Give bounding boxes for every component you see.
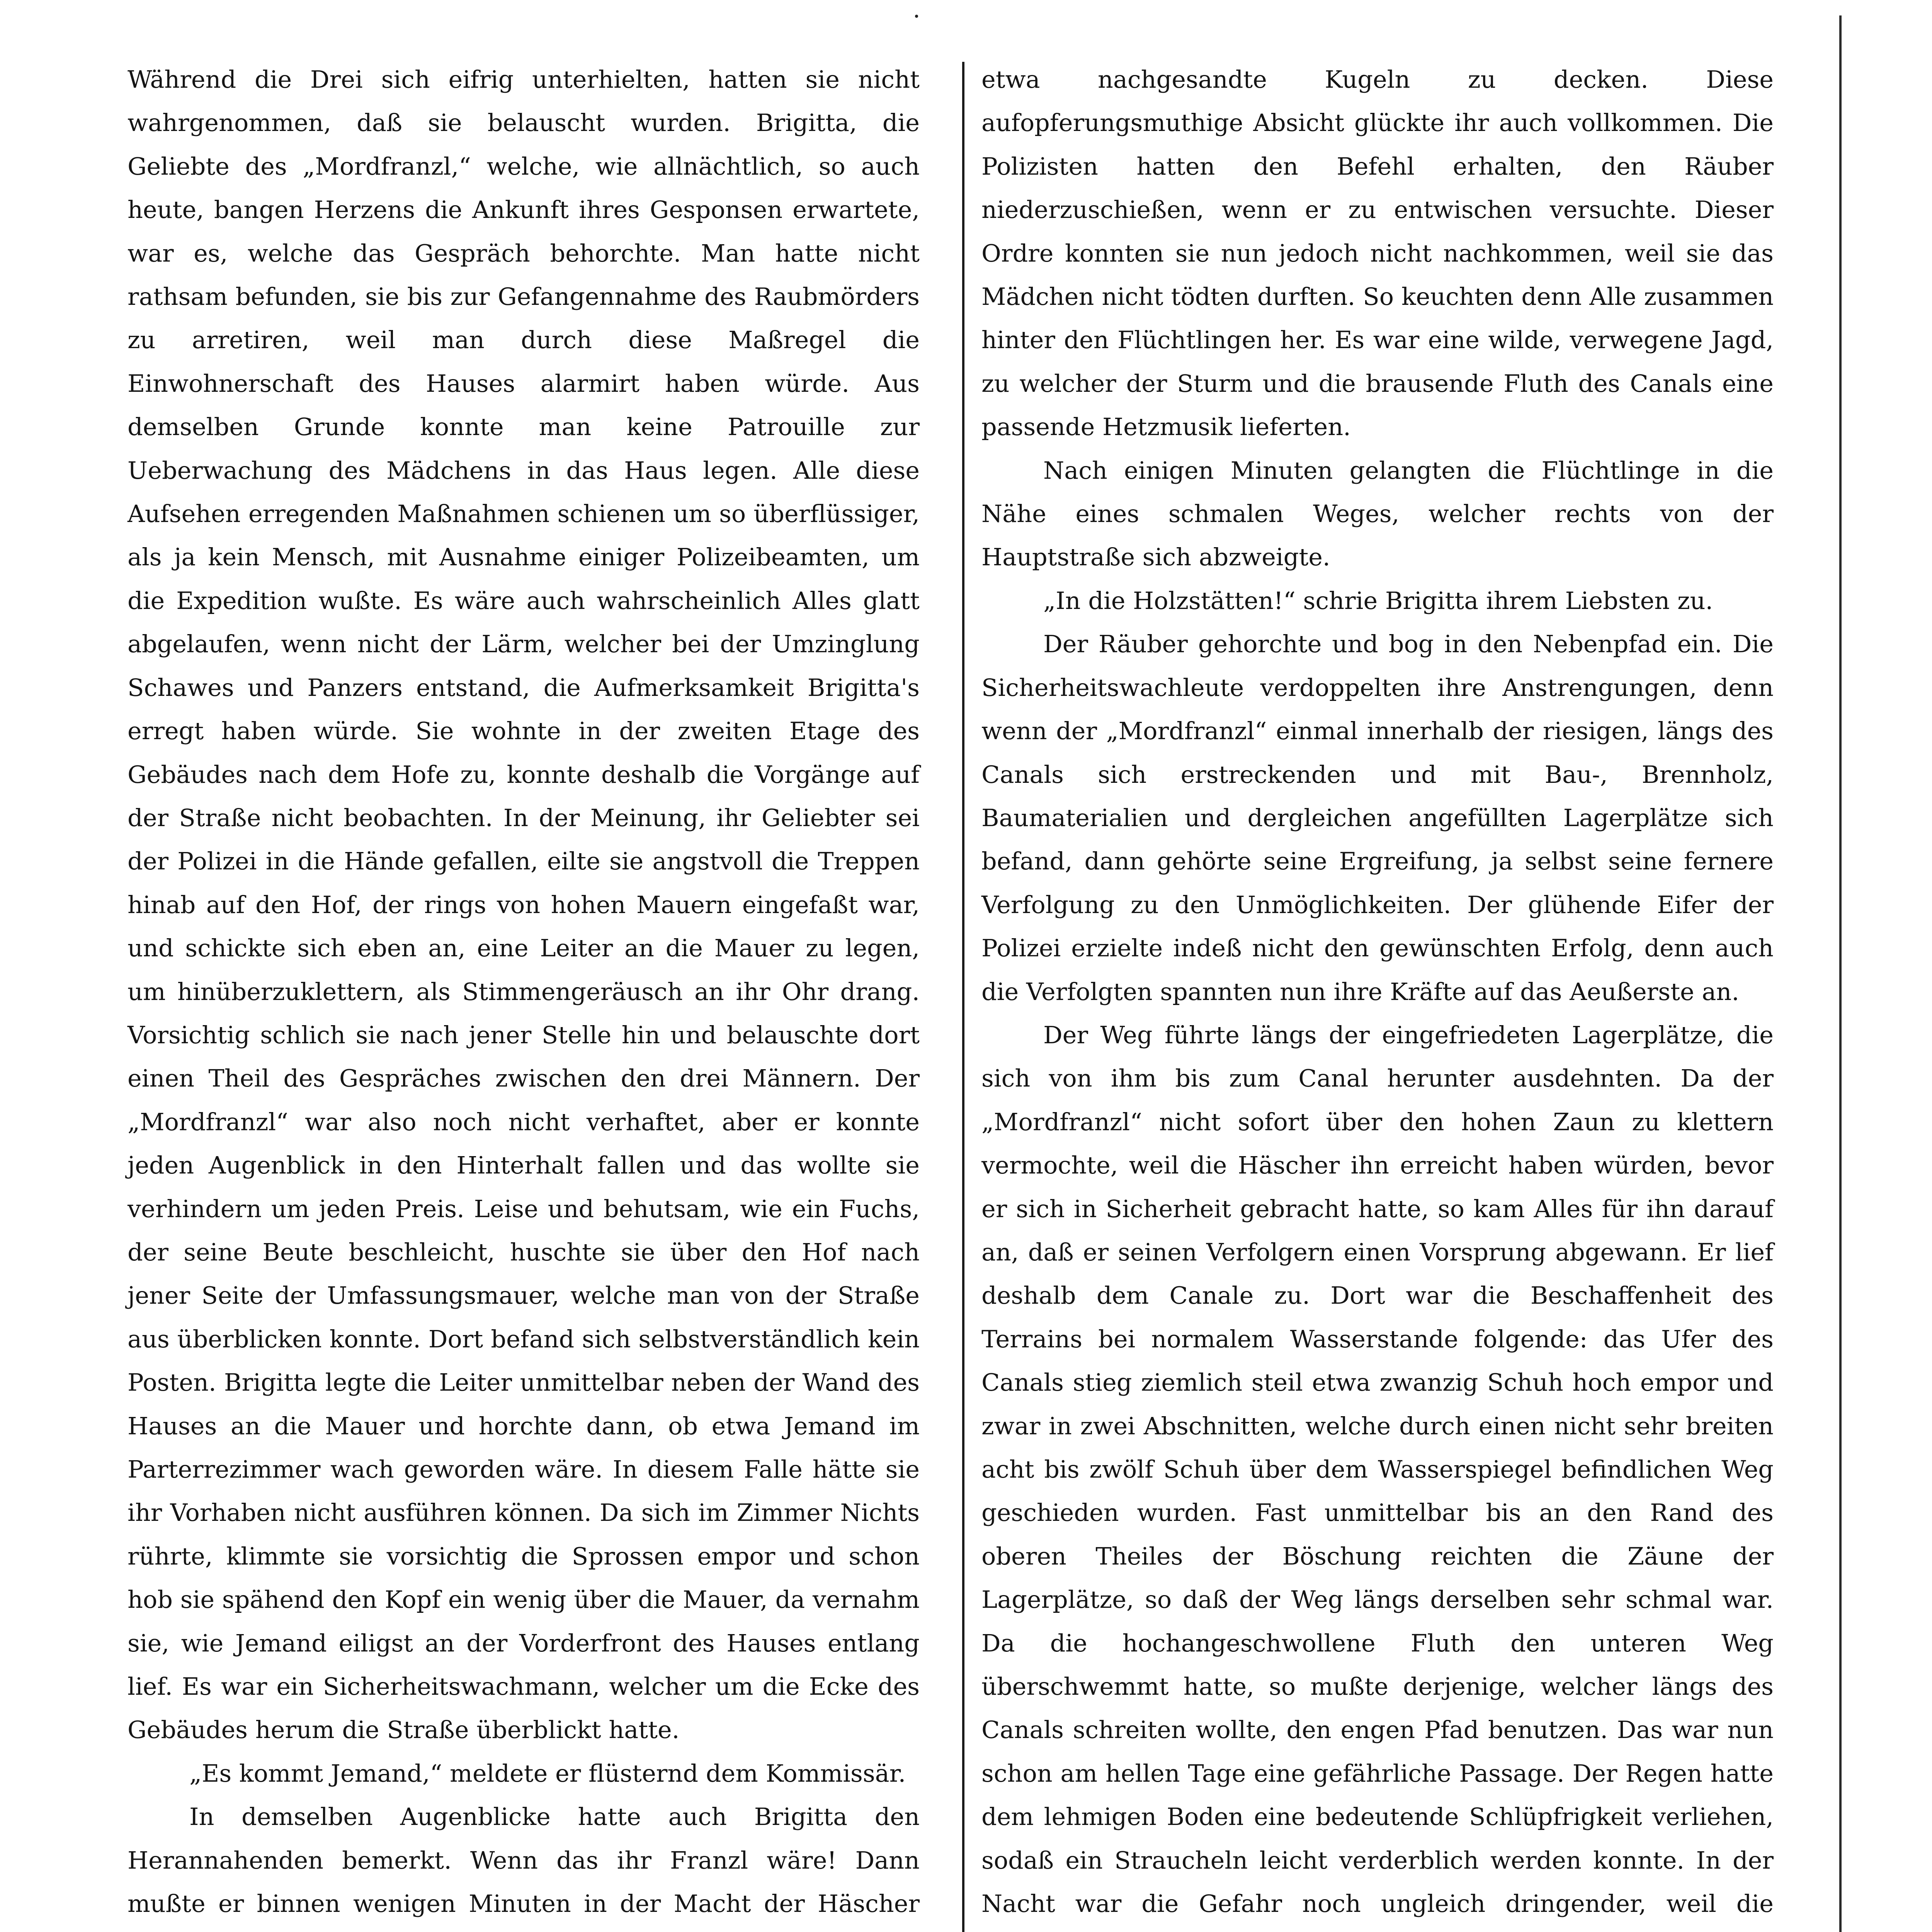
paragraph: In demselben Augenblicke hatte auch Brigitta den Herannahenden bemerkt. Wenn das ihr Franzl wäre! Dann mußte er binnen wenigen Minuten in der Macht der Häscher <box>128 1803 920 1918</box>
top-speck <box>915 15 918 18</box>
right-edge-rule <box>1839 15 1842 1932</box>
right-column <box>981 58 1774 1932</box>
paragraph: „Es kommt Jemand,“ meldete er flüsternd dem Kommissär. <box>189 1759 906 1787</box>
left-column <box>128 58 920 1932</box>
paragraph: Der Räuber gehorchte und bog in den Nebenpfad ein. Die Sicherheitswachleute verdoppelten ihre Anstrengungen, denn wenn der „Mordfranzl“ einmal innerhalb der riesigen, längs des Canals sich erstreckenden und mit Bau-, Brennholz, Baumaterialien und dergleichen angefüllten Lagerplätze sich befand, dann gehörte seine Ergreifung, ja selbst seine fernere Verfolgung zu den Unmöglichkeiten. Der glühende Eifer der Polizei erzielte indeß nicht den gewünschten Erfolg, denn auch die Verfolgten spannten nun ihre Kräfte auf das Aeußerste an. <box>981 630 1774 1006</box>
paragraph: „In die Holzstätten!“ schrie Brigitta ihrem Liebsten zu. <box>1043 586 1713 615</box>
paragraph: Nach einigen Minuten gelangten die Flüchtlinge in die Nähe eines schmalen Weges, welcher rechts von der Hauptstraße sich abzweigte. <box>981 456 1774 571</box>
paragraph: Der Weg führte längs der eingefriedeten Lagerplätze, die sich von ihm bis zum Canal herunter ausdehnten. Da der „Mordfranzl“ nicht sofort über den hohen Zaun zu klettern vermochte, weil die Häscher ihn erreicht haben würden, bevor er sich in Sicherheit gebracht hatte, so kam Alles für ihn darauf an, daß er seinen Verfolgern einen Vorsprung abgewann. Er lief deshalb dem Canale zu. Dort war die Beschaffenheit des Terrains bei normalem Wasserstande folgende: das Ufer des Canals stieg ziemlich steil etwa zwanzig Schuh hoch empor und zwar in zwei Abschnitten, welche durch einen nicht sehr breiten acht bis zwölf Schuh über dem Wasserspiegel befindlichen Weg geschieden wurden. Fast unmittelbar bis an den Rand des oberen Theiles der Böschung reichten die Zäune der Lagerplätze, so daß der Weg längs derselben sehr schmal war. Da die hochangeschwollene Fluth den unteren Weg überschwemmt hatte, so mußte derjenige, welcher längs des Canals schreiten wollte, den engen Pfad benutzen. Das war nun schon am hellen Tage eine gefährliche Passage. Der Regen hatte dem lehmigen Boden eine bedeutende Schlüpfrigkeit verliehen, sodaß ein Straucheln leicht verderblich werden konnte. In der Nacht war die Gefahr noch ungleich dringender, weil die <box>981 1020 1774 1918</box>
column-divider <box>962 62 964 1932</box>
paragraph: etwa nachgesandte Kugeln zu decken. Diese aufopferungsmuthige Absicht glückte ihr auch vollkommen. Die Polizisten hatten den Befehl erhalten, den Räuber niederzuschießen, wenn er zu entwischen versuchte. Dieser Ordre konnten sie nun jedoch nicht nachkommen, weil sie das Mädchen nicht tödten durften. So keuchten denn Alle zusammen hinter den Flüchtlingen her. Es war eine wilde, verwegene Jagd, zu welcher der Sturm und die brausende Fluth des Canals eine passende Hetzmusik lieferten. <box>981 65 1774 441</box>
paragraph: Während die Drei sich eifrig unterhielten, hatten sie nicht wahrgenommen, daß sie belauscht wurden. Brigitta, die Geliebte des „Mordfranzl,“ welche, wie allnächtlich, so auch heute, bangen Herzens die Ankunft ihres Gesponsen erwartete, war es, welche das Gespräch behorchte. Man hatte nicht rathsam befunden, sie bis zur Gefangennahme des Raubmörders zu arretiren, weil man durch diese Maßregel die Einwohnerschaft des Hauses alarmirt haben würde. Aus demselben Grunde konnte man keine Patrouille zur Ueberwachung des Mädchens in das Haus legen. Alle diese Aufsehen erregenden Maßnahmen schienen um so überflüssiger, als ja kein Mensch, mit Ausnahme einiger Polizeibeamten, um die Expedition wußte. Es wäre auch wahrscheinlich Alles glatt abgelaufen, wenn nicht der Lärm, welcher bei der Umzinglung Schawes und Panzers entstand, die Aufmerksamkeit Brigitta's erregt haben würde. Sie wohnte in der zweiten Etage des Gebäudes nach dem Hofe zu, konnte deshalb die Vorgänge auf der Straße nicht beobachten. In der Meinung, ihr Geliebter sei der Polizei in die Hände gefallen, eilte sie angstvoll die Treppen hinab auf den Hof, der rings von hohen Mauern eingefaßt war, und schickte sich eben an, eine Leiter an die Mauer zu legen, um hinüberzuklettern, als Stimmengeräusch an ihr Ohr drang. Vorsichtig schlich sie nach jener Stelle hin und belauschte dort einen Theil des Gespräches zwischen den drei Männern. Der „Mordfranzl“ war also noch nicht verhaftet, aber er konnte jeden Augenblick in den Hinterhalt fallen und das wollte sie verhindern um jeden Preis. Leise und behutsam, wie ein Fuchs, der seine Beute beschleicht, huschte sie über den Hof nach jener Seite der Umfassungsmauer, welche man von der Straße aus überblicken konnte. Dort befand sich selbstverständlich kein Posten. Brigitta legte die Leiter unmittelbar neben der Wand des Hauses an die Mauer und horchte dann, ob etwa Jemand im Parterrezimmer wach geworden wäre. In diesem Falle hätte sie ihr Vorhaben nicht ausführen können. Da sich im Zimmer Nichts rührte, klimmte sie vorsichtig die Sprossen empor und schon hob sie spähend den Kopf ein wenig über die Mauer, da vernahm sie, wie Jemand eiligst an der Vorderfront des Hauses entlang lief. Es war ein Sicherheitswachmann, welcher um die Ecke des Gebäudes herum die Straße überblickt hatte. <box>128 65 920 1744</box>
